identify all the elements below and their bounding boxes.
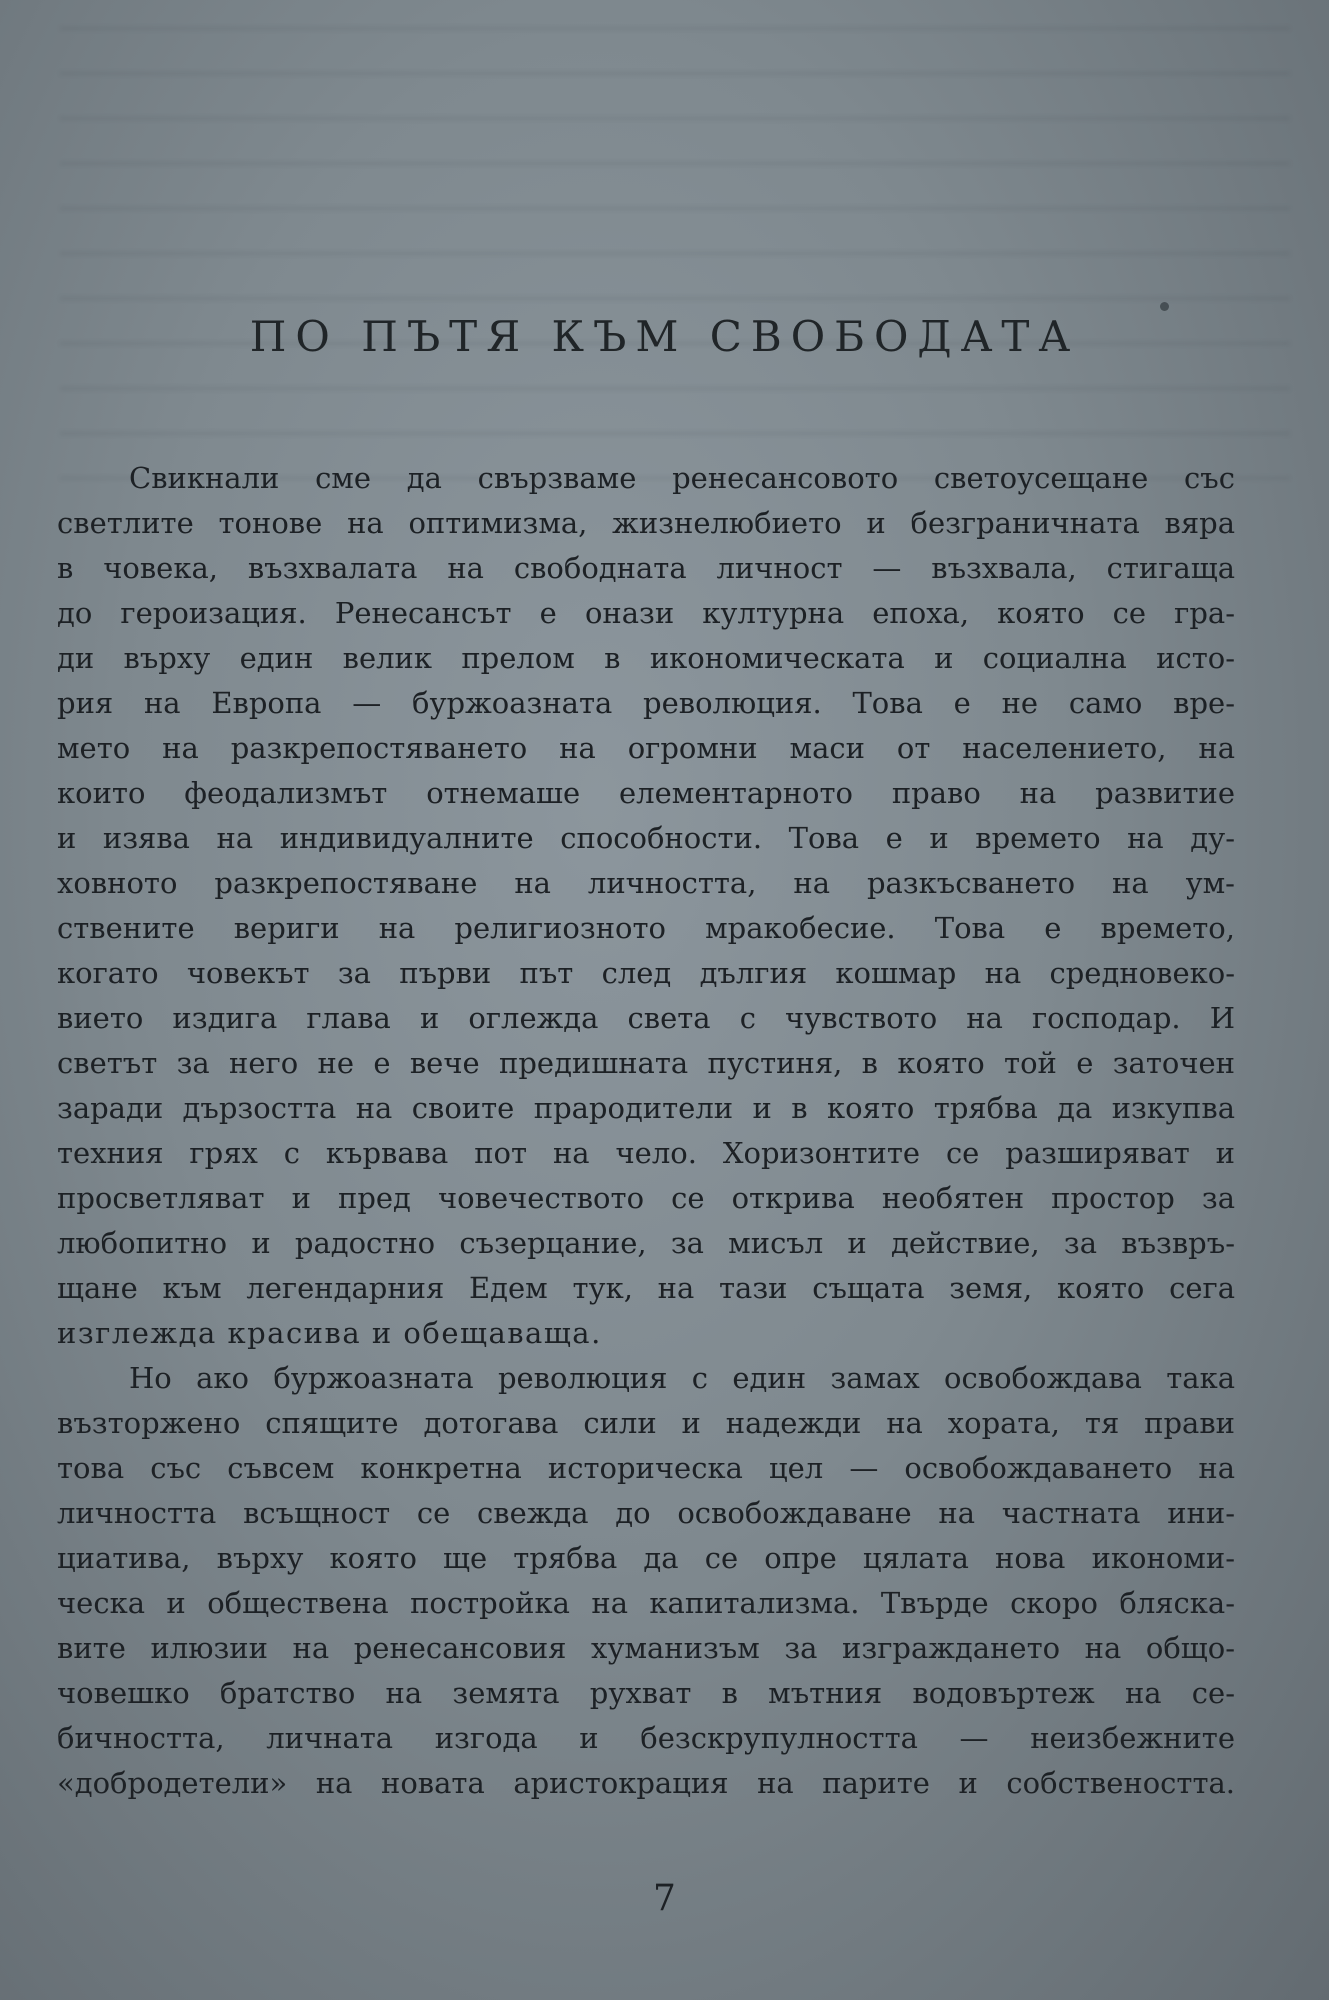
text-line: светлите тонове на оптимизма, жизнелюбието и безграничната вяра [57,506,1235,540]
text-line: когато човекът за първи път след дългия кошмар на средновеко- [57,956,1235,990]
text-line: вието издига глава и оглежда света с чувството на господар. И [57,1001,1235,1035]
text-line: ческа и обществена постройка на капитализма. Твърде скоро бляска- [57,1586,1235,1620]
paragraph-1 [57,456,1235,1356]
text-line: в човека, възхвалата на свободната личност — възхвала, стигаща [57,551,1235,585]
page-number: 7 [653,1878,676,1919]
text-line: вите илюзии на ренесансовия хуманизъм за изграждането на общо- [57,1631,1235,1665]
text-line: щане към легендарния Едем тук, на тази същата земя, която сега [57,1271,1235,1305]
text-line: ховното разкрепостяване на личността, на разкъсването на ум- [57,866,1235,900]
text-line: циатива, върху която ще трябва да се опре цялата нова икономи- [57,1541,1235,1575]
text-line: до героизация. Ренесансът е онази културна епоха, която се гра- [57,596,1235,630]
text-line: любопитно и радостно съзерцание, за мисъл и действие, за възвръ- [57,1226,1235,1260]
text-line: това със съвсем конкретна историческа цел — освобождаването на [57,1451,1235,1485]
text-line: светът за него не е вече предишната пустиня, в която той е заточен [57,1046,1235,1080]
text-line: човешко братство на земята рухват в мътния водовъртеж на се- [57,1676,1235,1710]
chapter-title: ПО ПЪТЯ КЪМ СВОБОДАТА [249,312,1080,361]
text-line: изглежда красива и обещаваща. [57,1316,602,1350]
text-line: просветляват и пред човечеството се открива необятен простор за [57,1181,1235,1215]
text-line: които феодализмът отнемаше елементарното право на развитие [57,776,1235,810]
text-line: и изява на индивидуалните способности. Това е и времето на ду- [57,821,1235,855]
paragraph-2 [57,1356,1235,1806]
text-line: Но ако буржоазната революция с един замах освобождава така [129,1361,1235,1395]
text-line: ствените вериги на религиозното мракобесие. Това е времето, [57,911,1235,945]
paper-speck [1160,302,1169,311]
text-line: мето на разкрепостяването на огромни маси от населението, на [57,731,1235,765]
body-text [57,456,1235,1806]
text-line: техния грях с кървава пот на чело. Хоризонтите се разширяват и [57,1136,1235,1170]
text-line: рия на Европа — буржоазната революция. Това е не само вре- [57,686,1235,720]
bleed-through-text [60,0,1290,480]
text-line: «добродетели» на новата аристокрация на парите и собствеността. [57,1766,1235,1800]
text-line: ди върху един велик прелом в икономическата и социална исто- [57,641,1235,675]
text-line: личността всъщност се свежда до освобождаване на частната ини- [57,1496,1235,1530]
text-line: възторжено спящите дотогава сили и надежди на хората, тя прави [57,1406,1235,1440]
text-line: Свикнали сме да свързваме ренесансовото светоусещане със [129,461,1235,495]
text-line: бичността, личната изгода и безскрупулността — неизбежните [57,1721,1235,1755]
text-line: заради дързостта на своите прародители и в която трябва да изкупва [57,1091,1235,1125]
